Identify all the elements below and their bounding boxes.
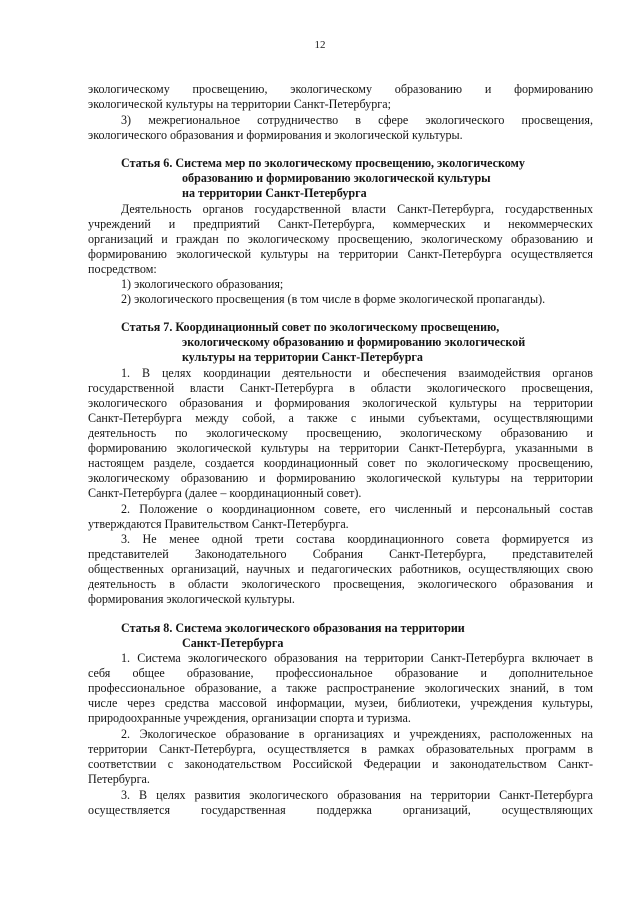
- text-line: настоящем разделе, создается координационный совет по экологическому просвещению,: [88, 456, 593, 470]
- text-line: экологической культуры на территории Санкт-Петербурга;: [88, 97, 391, 111]
- text-line: экологического образования и формирования экологической культуры на территории: [88, 396, 593, 410]
- article-7-heading: Статья 7. Координационный совет по экологическому просвещению,: [121, 320, 500, 334]
- article-6-heading: Статья 6. Система мер по экологическому просвещению, экологическому: [121, 156, 525, 170]
- text-line: профессиональное образование, а также распространение экологических знаний, в том: [88, 681, 593, 695]
- text-line: общественных организаций, научных и педагогических работников, осуществляющих свою: [88, 562, 593, 576]
- text-line: территории Санкт-Петербурга, осуществляется в рамках образовательных программ в: [88, 742, 593, 756]
- article-7-heading: культуры на территории Санкт-Петербурга: [182, 350, 423, 364]
- text-line: утверждаются Правительством Санкт-Петербурга.: [88, 517, 349, 531]
- text-line: 1. Система экологического образования на территории Санкт-Петербурга включает в: [121, 651, 593, 665]
- text-line: Деятельность органов государственной власти Санкт-Петербурга, государственных: [121, 202, 593, 216]
- text-line: 3. Не менее одной трети состава координационного совета формируется из: [121, 532, 593, 546]
- text-line: соответствии с законодательством Российской Федерации и законодательством Санкт-: [88, 757, 593, 771]
- text-line: формированию экологической культуры на территории Санкт-Петербурга осуществляется: [88, 247, 593, 261]
- text-line: деятельность по экологическому просвещению, экологическому образованию и: [88, 426, 593, 440]
- text-line: 3) межрегиональное сотрудничество в сфере экологического просвещения,: [121, 113, 593, 127]
- text-line: осуществляется государственная поддержка организаций, осуществляющих: [88, 803, 593, 817]
- text-line: экологическому просвещению, экологическому образованию и формированию: [88, 82, 593, 96]
- text-line: 1. В целях координации деятельности и обеспечения взаимодействия органов: [121, 366, 593, 380]
- article-8-heading: Статья 8. Система экологического образования на территории: [121, 621, 465, 635]
- text-line: 2. Экологическое образование в организациях и учреждениях, расположенных на: [121, 727, 593, 741]
- text-line: Санкт-Петербурга (далее – координационный совет).: [88, 486, 362, 500]
- text-line: природоохранные учреждения, организации спорта и туризма.: [88, 711, 411, 725]
- text-line: организаций и граждан по экологическому просвещению, экологическому образованию и: [88, 232, 593, 246]
- article-6-heading: на территории Санкт-Петербурга: [182, 186, 367, 200]
- text-line: Санкт-Петербурга между собой, а также с иными субъектами, осуществляющими: [88, 411, 593, 425]
- text-line: посредством:: [88, 262, 157, 276]
- text-line: себя общее образование, профессиональное образование и дополнительное: [88, 666, 593, 680]
- text-line: экологического образования и формирования и экологической культуры.: [88, 128, 463, 142]
- text-line: представителей Законодательного Собрания Санкт-Петербурга, представителей: [88, 547, 593, 561]
- text-line: учреждений и предприятий Санкт-Петербурга, коммерческих и некоммерческих: [88, 217, 593, 231]
- text-line: 1) экологического образования;: [121, 277, 284, 291]
- text-line: экологическому образованию и формированию экологической культуры на территории: [88, 471, 593, 485]
- text-line: деятельность в области экологического просвещения, экологического образования и: [88, 577, 593, 591]
- article-6-heading: образованию и формированию экологической культуры: [182, 171, 491, 185]
- text-line: числе через средства массовой информации, музеи, библиотеки, учреждения культуры,: [88, 696, 593, 710]
- article-8-heading: Санкт-Петербурга: [182, 636, 284, 650]
- text-line: Петербурга.: [88, 772, 150, 786]
- page-number: 12: [314, 39, 326, 51]
- text-line: формированию экологической культуры на территории Санкт-Петербурга, указанными в: [88, 441, 593, 455]
- text-line: 2. Положение о координационном совете, его численный и персональный состав: [121, 502, 593, 516]
- text-line: формирования экологической культуры.: [88, 592, 295, 606]
- text-line: государственной власти Санкт-Петербурга в области экологического просвещения,: [88, 381, 593, 395]
- text-line: 3. В целях развития экологического образования на территории Санкт-Петербурга: [121, 788, 593, 802]
- text-line: 2) экологического просвещения (в том числе в форме экологической пропаганды).: [121, 292, 546, 306]
- article-7-heading: экологическому образованию и формированию экологической: [182, 335, 526, 349]
